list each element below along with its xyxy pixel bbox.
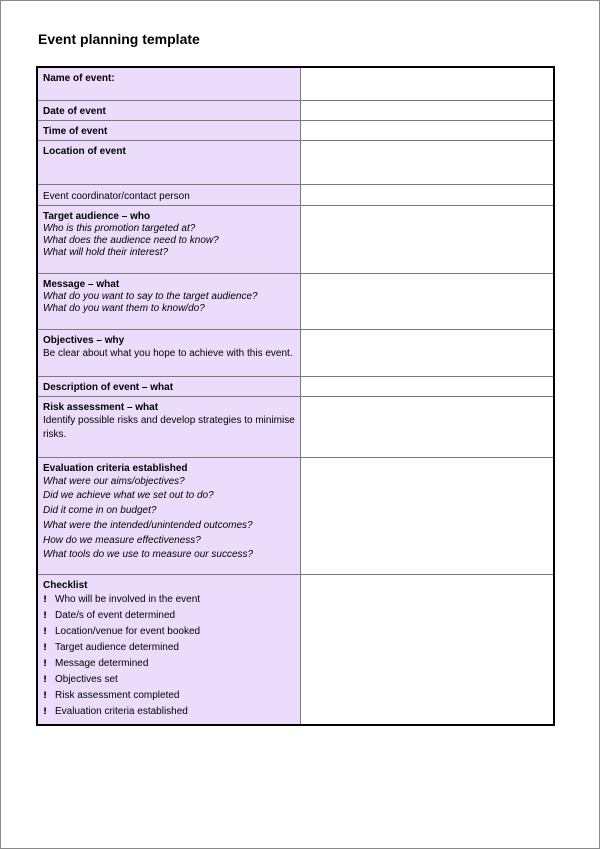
row-event-coordinator [37, 184, 554, 205]
exclamation-icon: ! [43, 626, 48, 637]
objectives-field[interactable] [301, 329, 555, 376]
checklist-item [43, 688, 296, 704]
row-objectives [37, 329, 554, 376]
row-description-of-event [37, 376, 554, 396]
checklist-item-label: Message determined [55, 657, 149, 669]
checklist-item [43, 608, 296, 624]
checklist-field[interactable] [301, 574, 555, 725]
checklist-item-label: Risk assessment completed [55, 689, 180, 701]
objectives-heading: Objectives – why [43, 334, 125, 346]
evaluation-question: What tools do we use to measure our success? [43, 549, 254, 561]
evaluation-criteria-label [37, 457, 301, 574]
row-date-of-event [37, 100, 554, 120]
row-time-of-event [37, 120, 554, 140]
exclamation-icon: ! [43, 690, 48, 701]
row-target-audience [37, 205, 554, 273]
description-of-event-label [37, 376, 301, 396]
message-question: What do you want to say to the target audience? [43, 290, 258, 302]
exclamation-icon: ! [43, 674, 48, 685]
target-audience-heading: Target audience – who [43, 210, 151, 222]
checklist-label [37, 574, 301, 725]
checklist-item-label: Objectives set [55, 673, 118, 685]
page-title: Event planning template [38, 31, 200, 47]
row-message [37, 273, 554, 329]
checklist-item [43, 672, 296, 688]
row-evaluation-criteria [37, 457, 554, 574]
target-audience-field[interactable] [301, 205, 555, 273]
time-of-event-heading: Time of event [43, 125, 108, 137]
exclamation-icon: ! [43, 658, 48, 669]
evaluation-criteria-heading: Evaluation criteria established [43, 462, 188, 474]
description-of-event-field[interactable] [301, 376, 555, 396]
name-of-event-field[interactable] [301, 67, 555, 100]
message-heading: Message – what [43, 278, 120, 290]
message-label [37, 273, 301, 329]
checklist-item-label: Evaluation criteria established [55, 705, 188, 717]
row-risk-assessment [37, 396, 554, 457]
description-of-event-heading: Description of event – what [43, 381, 174, 393]
evaluation-question: Did it come in on budget? [43, 505, 157, 517]
evaluation-question: What were the intended/unintended outcomes? [43, 519, 253, 531]
exclamation-icon: ! [43, 642, 48, 653]
checklist-item [43, 704, 296, 720]
exclamation-icon: ! [43, 706, 48, 717]
name-of-event-heading: Name of event: [43, 73, 115, 84]
risk-assessment-label [37, 396, 301, 457]
name-of-event-label [37, 67, 301, 100]
risk-assessment-description: Identify possible risks and develop strategies to minimise risks. [43, 414, 295, 440]
location-of-event-label [37, 140, 301, 184]
location-of-event-field[interactable] [301, 140, 555, 184]
date-of-event-label [37, 100, 301, 120]
time-of-event-field[interactable] [301, 120, 555, 140]
row-checklist [37, 574, 554, 725]
checklist-item [43, 624, 296, 640]
exclamation-icon: ! [43, 610, 48, 621]
message-question: What do you want them to know/do? [43, 302, 205, 314]
objectives-description: Be clear about what you hope to achieve with this event. [43, 347, 293, 359]
date-of-event-field[interactable] [301, 100, 555, 120]
evaluation-question: How do we measure effectiveness? [43, 534, 201, 546]
evaluation-criteria-field[interactable] [301, 457, 555, 574]
location-of-event-heading: Location of event [43, 145, 126, 157]
target-audience-question: Who is this promotion targeted at? [43, 222, 196, 234]
checklist-item-label: Date/s of event determined [55, 609, 176, 621]
date-of-event-heading: Date of event [43, 105, 106, 117]
risk-assessment-field[interactable] [301, 396, 555, 457]
checklist-item-label: Target audience determined [55, 641, 179, 653]
objectives-label [37, 329, 301, 376]
checklist-item-label: Who will be involved in the event [55, 593, 201, 605]
row-name-of-event [37, 67, 554, 100]
row-location-of-event [37, 140, 554, 184]
checklist-item-label: Location/venue for event booked [55, 625, 201, 637]
target-audience-label [37, 205, 301, 273]
checklist-heading: Checklist [43, 579, 88, 591]
evaluation-question: What were our aims/objectives? [43, 475, 185, 487]
exclamation-icon: ! [43, 594, 48, 605]
target-audience-question: What does the audience need to know? [43, 234, 219, 246]
risk-assessment-heading: Risk assessment – what [43, 401, 159, 413]
checklist-item [43, 640, 296, 656]
time-of-event-label [37, 120, 301, 140]
event-coordinator-text: Event coordinator/contact person [43, 190, 190, 202]
evaluation-question: Did we achieve what we set out to do? [43, 490, 214, 502]
event-coordinator-field[interactable] [301, 184, 555, 205]
checklist-item [43, 656, 296, 672]
event-planning-form [36, 66, 555, 726]
checklist-item [43, 592, 296, 608]
target-audience-question: What will hold their interest? [43, 246, 169, 258]
event-coordinator-label [37, 184, 301, 205]
message-field[interactable] [301, 273, 555, 329]
